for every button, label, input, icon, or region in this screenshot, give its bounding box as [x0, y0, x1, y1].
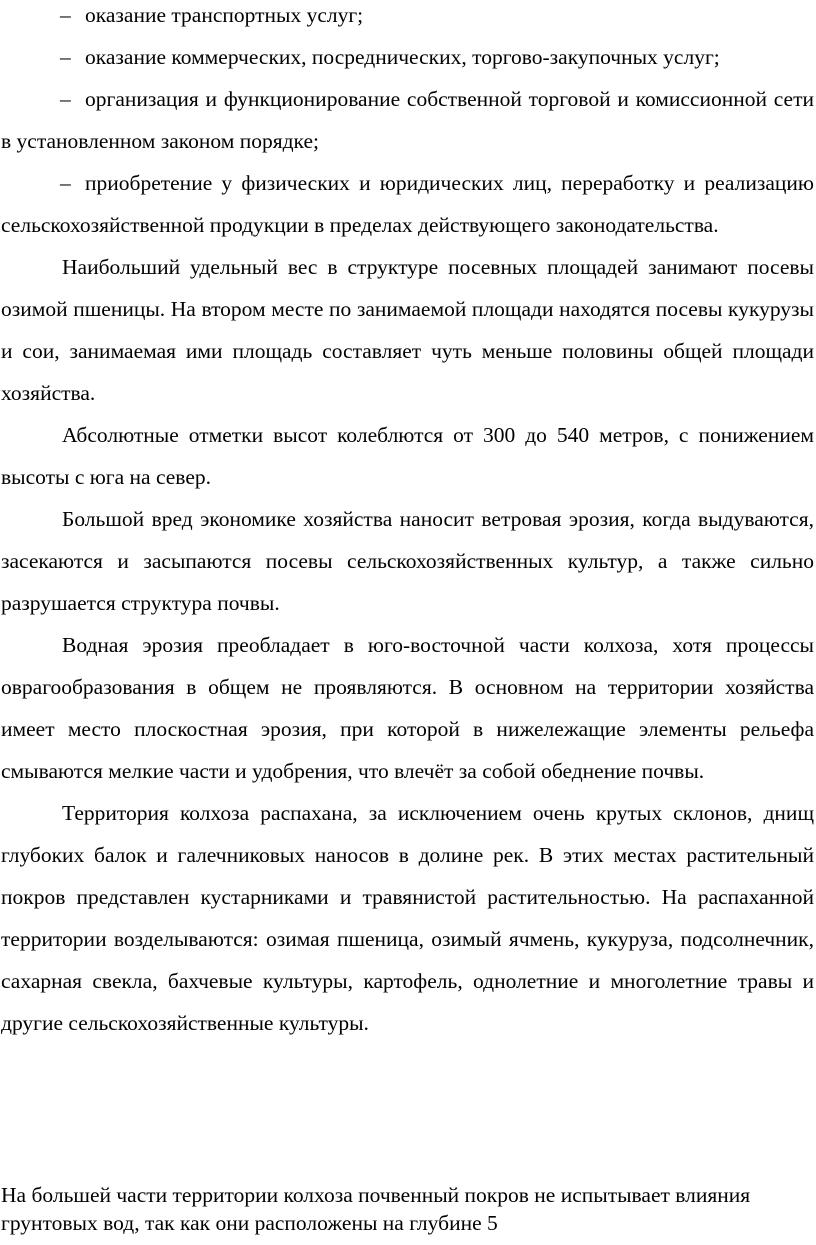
paragraph-wind-erosion: Большой вред экономике хозяйства наносит ветровая эрозия, когда выдуваются, засекаются и засыпаются посевы сельскохозяйственных культур, а также сильно разрушается структура почвы. [1, 507, 814, 615]
paragraph-water-erosion: Водная эрозия преобладает в юго-восточной части колхоза, хотя процессы оврагообразования в общем не проявляются. В основном на территории хозяйства имеет место плоскостная эрозия, при которой в нижележащие элементы рельефа смываются мелкие части и удобрения, что влечёт за собой обеднение почвы. [1, 633, 814, 783]
bullet-dash: – [60, 3, 71, 27]
bullet-text: приобретение у физических и юридических лиц, переработку и реализацию сельскохозяйственной продукции в пределах действующего законодательства. [1, 171, 814, 237]
bullet-item [1, 162, 814, 246]
paragraph-sown-areas: Наибольший удельный вес в структуре посевных площадей занимают посевы озимой пшеницы. На втором месте по занимаемой площади находятся посевы кукурузы и сои, занимаемая ими площадь составляет чуть меньше половины общей площади хозяйства. [1, 255, 814, 405]
bullet-dash: – [60, 87, 71, 111]
bullet-item [1, 78, 814, 162]
document-body [1, 0, 814, 1044]
paragraph-elevations: Абсолютные отметки высот колеблются от 300 до 540 метров, с понижением высоты с юга на север. [1, 423, 814, 489]
bullet-dash: – [60, 45, 71, 69]
paragraph-groundwater: На большей части территории колхоза почвенный покров не испытывает влияния грунтовых вод, так как они расположены на глубине 5 [1, 1183, 751, 1235]
bullet-item [1, 0, 814, 36]
document-tail [1, 1181, 801, 1237]
bullet-text: организация и функционирование собственной торговой и комиссионной сети в установленном законом порядке; [1, 87, 814, 153]
bullet-text: оказание транспортных услуг; [85, 3, 364, 27]
bullet-item [1, 36, 814, 78]
bullet-text: оказание коммерческих, посреднических, торгово-закупочных услуг; [85, 45, 720, 69]
paragraph-ploughed-territory: Территория колхоза распахана, за исключением очень крутых склонов, днищ глубоких балок и галечниковых наносов в долине рек. В этих местах растительный покров представлен кустарниками и травянистой растительностью. На распаханной территории возделываются: озимая пшеница, озимый ячмень, кукуруза, подсолнечник, сахарная свекла, бахчевые культуры, картофель, однолетние и многолетние травы и другие сельскохозяйственные культуры. [1, 801, 814, 1035]
bullet-dash: – [60, 171, 71, 195]
